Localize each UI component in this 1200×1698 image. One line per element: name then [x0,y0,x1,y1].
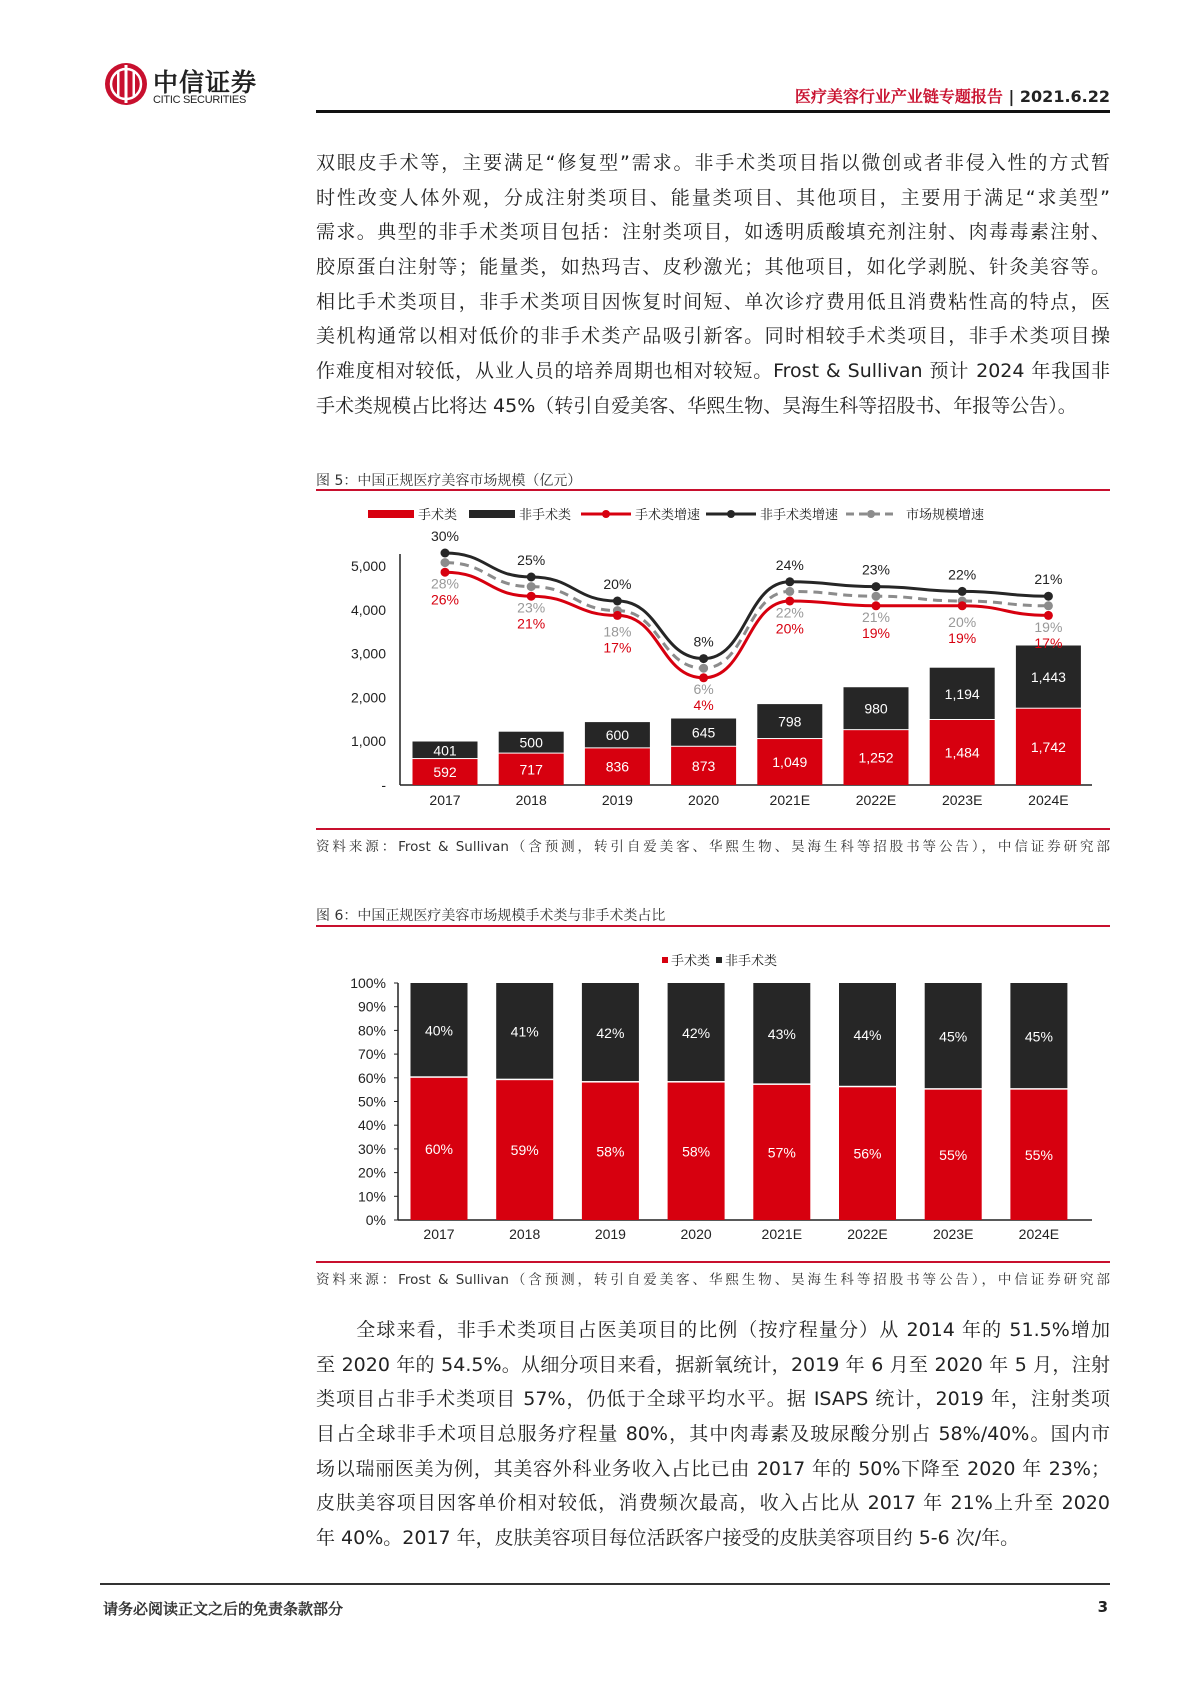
surgical-growth-point [958,601,967,610]
nonsurgical-growth-label: 23% [861,561,891,578]
legend-label: 手术类增速 [635,507,701,522]
bar-label-nonsurgical: 1,443 [1030,669,1066,686]
bar-label-surgical: 55% [939,1146,968,1163]
y-tick-label: 0% [365,1212,386,1228]
legend-label: 手术类 [418,507,458,522]
bar-label-nonsurgical: 43% [767,1025,796,1042]
text-line: 目占全球非手术项目总服务疗程量 80%，其中肉毒素及玻尿酸分别占 58%/40%。国内市 [316,1423,1110,1446]
text-line: 类项目占非手术类项目 57%，仍低于全球平均水平。据 ISAPS 统计，2019 年，注射类项 [316,1388,1110,1411]
surgical-growth-label: 19% [948,630,977,646]
legend-label: 手术类 [671,953,711,968]
nonsurgical-growth-point [958,587,967,596]
market-growth-point [699,664,708,673]
x-tick-label: 2018 [509,1226,541,1242]
y-tick-label: 30% [357,1140,386,1157]
nonsurgical-growth-label: 24% [775,556,804,573]
text-line: 需求。典型的非手术类项目包括：注射类项目，如透明质酸填充剂注射、肉毒毒素注射、 [316,221,1110,244]
text-line: 时性改变人体外观，分成注射类项目、能量类项目、其他项目，主要用于满足“求美型” [316,186,1110,209]
nonsurgical-growth-label: 20% [603,576,632,592]
bar-label-surgical: 59% [510,1142,539,1159]
bar-label-nonsurgical: 500 [519,734,543,751]
legend-label: 非手术类增速 [760,507,839,522]
market-growth-point [527,582,536,591]
bar-label-surgical: 1,484 [944,744,980,761]
x-tick-label: 2022E [847,1226,888,1242]
x-tick-label: 2017 [423,1226,455,1242]
surgical-growth-label: 17% [1034,634,1063,651]
y-tick-label: 60% [357,1069,386,1086]
bar-label-nonsurgical: 40% [424,1022,454,1039]
surgical-growth-label: 26% [430,591,460,608]
x-tick-label: 2019 [601,792,633,808]
surgical-growth-label: 19% [861,625,891,642]
x-tick-label: 2018 [515,792,547,808]
surgical-growth-label: 17% [603,639,632,656]
text-line: 年 40%。2017 年，皮肤美容项目每位活跃客户接受的皮肤美容项目约 5-6 次/年。 [316,1527,1020,1550]
y-tick-label: 10% [357,1188,386,1205]
market-growth-label: 18% [603,623,632,640]
y-tick-label: 70% [357,1046,386,1063]
market-growth-point [785,587,794,596]
surgical-growth-label: 21% [517,615,546,632]
x-tick-label: 2024E [1018,1226,1060,1242]
report-title: 医疗美容行业产业链专题报告 [794,87,1003,106]
bar-label-surgical: 836 [605,758,630,775]
figure6-source-rule [316,1261,1110,1263]
y-tick-label: 1,000 [350,733,386,750]
x-tick-label: 2023E [941,792,983,808]
y-tick-label: 40% [357,1117,386,1134]
legend-marker [867,510,875,518]
bar-label-surgical: 60% [424,1140,454,1157]
nonsurgical-growth-point [699,654,708,663]
x-tick-label: 2021E [761,1226,803,1242]
bar-label-surgical: 592 [433,764,457,781]
bar-label-surgical: 56% [853,1145,882,1162]
nonsurgical-growth-point [613,597,622,606]
legend-marker [727,510,735,518]
bar-label-nonsurgical: 645 [691,724,716,741]
nonsurgical-growth-label: 21% [1034,571,1063,588]
logo-name-cn: 中信证券 [153,68,258,97]
header-divider [316,110,1110,113]
legend-swatch-surgical [368,510,414,518]
text-line: 手术类规模占比将达 45%（转引自爱美客、华熙生物、昊海生科等招股书、年报等公告）。 [316,394,1077,417]
y-tick-label: 100% [350,975,386,991]
market-growth-label: 23% [517,599,546,616]
citic-logo-icon [104,62,148,106]
logo [104,62,148,106]
bar-label-surgical: 57% [767,1144,796,1161]
y-tick-label: 80% [357,1022,386,1039]
market-growth-point [1044,601,1053,610]
x-tick-label: 2017 [429,792,461,808]
footer-disclaimer: 请务必阅读正文之后的免责条款部分 [103,1600,344,1618]
x-tick-label: 2020 [688,792,720,808]
bar-label-nonsurgical: 600 [605,727,630,744]
text-line: 至 2020 年的 54.5%。从细分项目来看，据新氧统计，2019 年 6 月至 2020 年 5 月，注射 [316,1353,1110,1376]
market-growth-label: 6% [693,681,714,698]
figure5-title: 图 5：中国正规医疗美容市场规模（亿元） [316,473,582,489]
bar-label-nonsurgical: 45% [939,1028,968,1045]
bar-label-surgical: 1,049 [772,754,808,771]
nonsurgical-growth-label: 30% [430,528,460,544]
x-tick-label: 2023E [932,1226,974,1242]
text-line: 作难度相对较低，从业人员的培养周期也相对较短。Frost & Sullivan 预计 2024 年我国非 [316,360,1110,383]
nonsurgical-growth-label: 22% [948,566,977,583]
text-line: 美机构通常以相对低价的非手术类产品吸引新客。同时相较手术类项目，非手术类项目操 [316,325,1110,348]
figure6-chart [316,935,1110,1255]
y-tick-label: 3,000 [350,645,386,662]
bar-label-nonsurgical: 42% [682,1024,711,1041]
figure5-source-rule [316,828,1110,830]
surgical-growth-point [613,611,622,620]
logo-name-en: CITIC SECURITIES [153,94,246,106]
nonsurgical-growth-point [527,573,536,582]
surgical-growth-label: 4% [693,697,714,714]
y-tick-label: 4,000 [350,601,386,618]
bar-label-surgical: 55% [1024,1146,1053,1163]
bar-label-nonsurgical: 1,194 [944,685,980,702]
figure6-title-rule [316,925,1110,927]
bar-label-nonsurgical: 44% [853,1027,882,1044]
x-tick-label: 2024E [1028,792,1069,808]
footer-divider [100,1583,1110,1585]
legend-marker [602,510,610,518]
legend-label: 市场规模增速 [906,507,985,522]
bar-label-surgical: 1,742 [1030,738,1066,755]
report-date: | 2021.6.22 [1008,87,1110,106]
bar-label-surgical: 717 [519,761,543,778]
surgical-growth-label: 20% [775,620,804,637]
nonsurgical-growth-point [785,577,794,586]
y-tick-label: 2,000 [350,689,386,706]
figure6-source: 资料来源：Frost & Sullivan（含预测，转引自爱美客、华熙生物、昊海生科等招股书等公告），中信证券研究部 [316,1272,1110,1288]
y-tick-label: 50% [357,1093,386,1110]
bar-label-surgical: 1,252 [858,749,894,766]
legend-swatch-nonsurgical [716,957,722,963]
bar-label-surgical: 58% [596,1143,625,1160]
bar-label-nonsurgical: 42% [596,1024,625,1041]
market-growth-point [441,558,450,567]
figure5-source: 资料来源：Frost & Sullivan（含预测，转引自爱美客、华熙生物、昊海生科等招股书等公告），中信证券研究部 [316,839,1110,855]
nonsurgical-growth-point [872,582,881,591]
market-growth-label: 21% [861,609,891,626]
body-paragraph-1 [316,146,1110,424]
market-growth-label: 20% [948,614,977,630]
text-line: 双眼皮手术等，主要满足“修复型”需求。非手术类项目指以微创或者非侵入性的方式暂 [316,152,1110,174]
market-growth-label: 28% [430,575,460,592]
figure5-title-rule [316,489,1110,491]
nonsurgical-growth-point [441,549,450,558]
bar-label-nonsurgical: 401 [433,742,457,759]
nonsurgical-growth-point [1044,592,1053,601]
nonsurgical-growth-label: 25% [517,552,546,568]
bar-label-surgical: 58% [682,1143,711,1160]
bar-label-nonsurgical: 798 [778,713,802,730]
figure5-chart [316,495,1110,820]
y-tick-label: 90% [357,998,386,1015]
y-tick-label: - [381,777,386,793]
bar-label-surgical: 873 [691,757,716,774]
page-number: 3 [1097,1598,1108,1616]
y-tick-label: 20% [357,1164,386,1181]
text-line: 场以瑞丽医美为例，其美容外科业务收入占比已由 2017 年的 50%下降至 2020 年 23%； [316,1457,1110,1480]
market-growth-label: 19% [1034,618,1063,635]
text-line: 全球来看，非手术类项目占医美项目的比例（按疗程量分）从 2014 年的 51.5%增加 [316,1319,1110,1341]
bar-label-nonsurgical: 41% [510,1023,539,1040]
legend-swatch-nonsurgical [469,510,515,518]
bar-label-nonsurgical: 980 [864,700,888,717]
body-paragraph-2 [316,1313,1110,1556]
bar-label-nonsurgical: 45% [1024,1028,1053,1045]
legend-swatch-surgical [662,957,668,963]
report-header [795,84,1110,107]
market-growth-label: 22% [775,604,804,621]
nonsurgical-growth-label: 8% [693,633,714,650]
text-line: 皮肤美容项目因客单价相对较低，消费频次最高，收入占比从 2017 年 21%上升至 2020 [316,1492,1110,1515]
x-tick-label: 2022E [855,792,897,808]
text-line: 相比手术类项目，非手术类项目因恢复时间短、单次诊疗费用低且消费粘性高的特点，医 [316,290,1110,313]
x-tick-label: 2021E [769,792,811,808]
market-growth-point [872,592,881,601]
y-tick-label: 5,000 [350,558,386,574]
x-tick-label: 2019 [594,1226,626,1242]
figure6-title: 图 6：中国正规医疗美容市场规模手术类与非手术类占比 [316,908,666,924]
legend-label: 非手术类 [519,507,572,522]
legend-label: 非手术类 [725,953,778,968]
text-line: 胶原蛋白注射等；能量类，如热玛吉、皮秒激光；其他项目，如化学剥脱、针灸美容等。 [316,256,1110,279]
x-tick-label: 2020 [680,1226,712,1242]
